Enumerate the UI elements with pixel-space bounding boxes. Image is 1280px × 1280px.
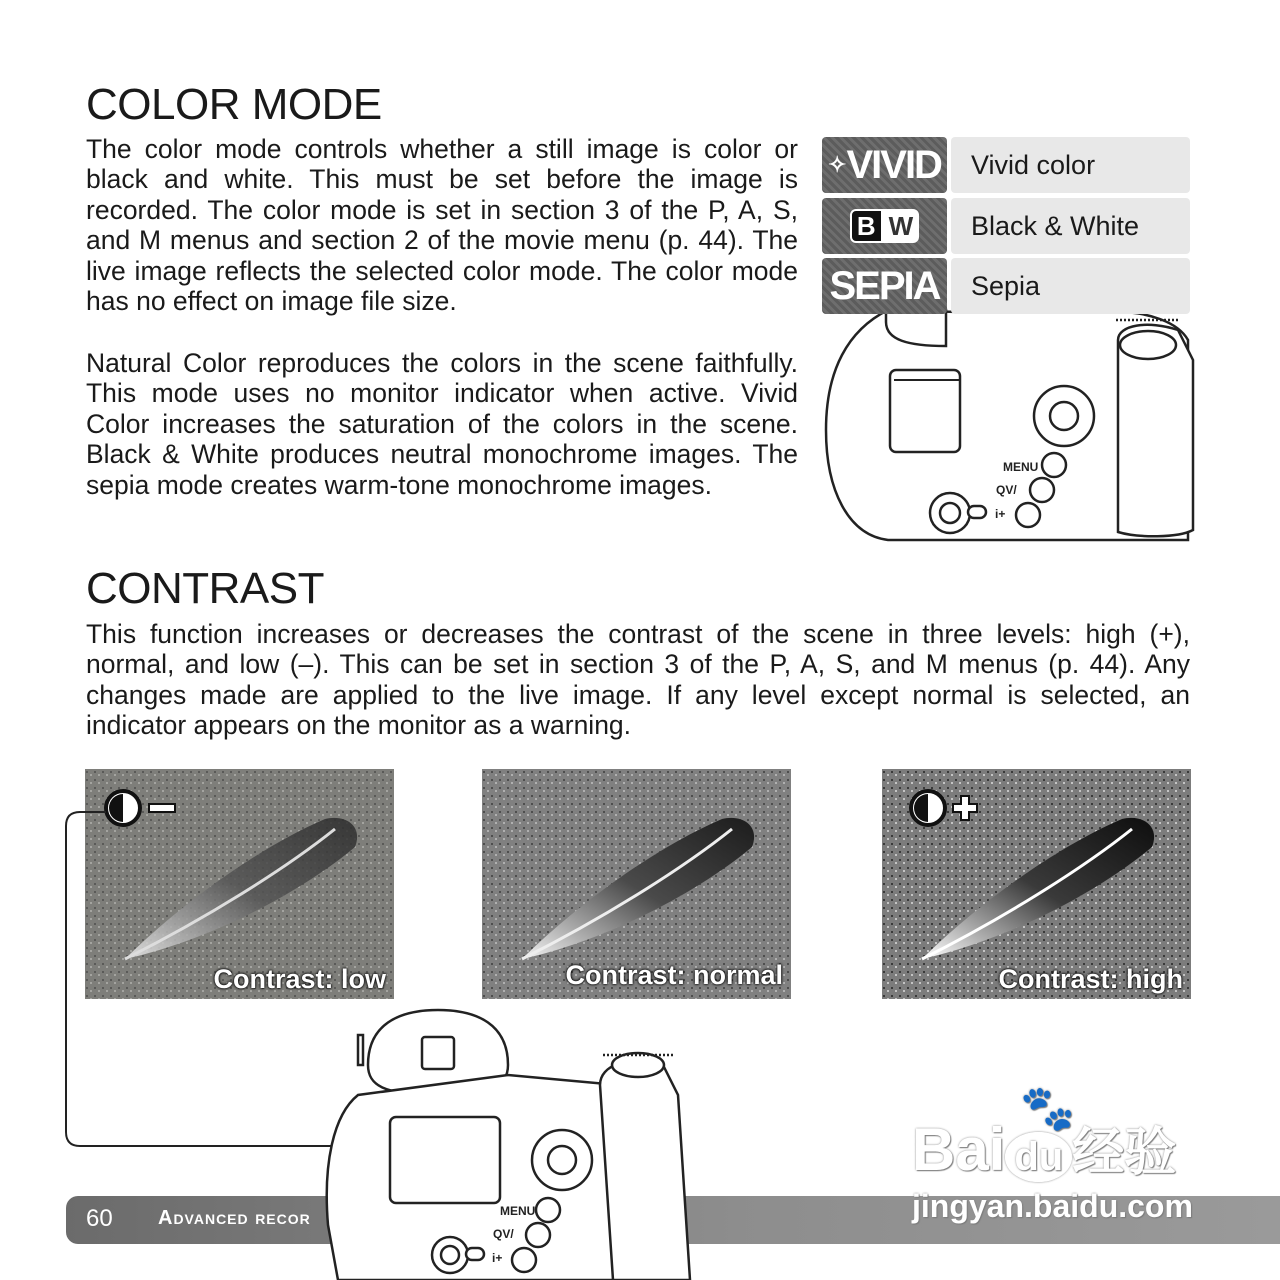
mode-label-vivid: Vivid color [951, 137, 1190, 193]
color-mode-paragraph-2: Natural Color reproduces the colors in the scene faithfully. This mode uses no monitor indicator when active. Vivid Color increases the saturation of the colors in the scene. Black & White produces neutral monochrome images. The sepia mode creates warm-tone monochrome images. [86, 348, 798, 500]
photo-caption-high: Contrast: high [998, 964, 1183, 994]
vivid-badge-icon: ✧ VIVID [822, 137, 947, 193]
mode-label-black-white: Black & White [951, 198, 1190, 254]
mode-row-sepia [822, 258, 1190, 314]
baidu-watermark-url: jingyan.baidu.com [912, 1188, 1193, 1224]
camera-back-illustration [818, 300, 1198, 550]
mode-row-black-white [822, 198, 1190, 254]
sepia-badge-icon: SEPIA [822, 258, 947, 314]
camera-back-illustration-bottom [318, 1005, 698, 1280]
mode-label-sepia: Sepia [951, 258, 1190, 314]
camera-info-label: i+ [995, 507, 1006, 521]
paw-icon: 🐾 [1020, 1084, 1075, 1133]
contrast-title: CONTRAST [86, 564, 324, 613]
color-mode-paragraph-1: The color mode controls whether a still image is color or black and white. This must be set before the image is recorded. The color mode is set in section 3 of the P, A, S, and M menus and section 2 of the movie menu (p. 44). The live image reflects the selected color mode. The color mode has no effect on image file size. [86, 134, 798, 317]
photo-caption-low: Contrast: low [213, 964, 386, 994]
color-mode-title: COLOR MODE [86, 80, 382, 129]
contrast-photo-normal [482, 769, 791, 999]
photo-caption-normal: Contrast: normal [565, 960, 783, 990]
contrast-plus-icon [906, 786, 986, 830]
camera-menu-label: MENU [1003, 460, 1039, 474]
camera-bottom-info-label: i+ [492, 1251, 503, 1265]
contrast-photo-high [882, 769, 1191, 999]
contrast-paragraph: This function increases or decreases the contrast of the scene in three levels: high (+), normal, and low (–). This can be set in section 3 of the P, A, S, and M menus (p. 44). Any changes made are applied to the live image. If any level except normal is selected, an indicator appears on the monitor as a warning. [86, 619, 1190, 741]
bw-badge-icon: B W [822, 198, 947, 254]
footer-section-name: Advanced recor [158, 1207, 311, 1229]
mode-row-vivid [822, 137, 1190, 193]
camera-qv-label: QV/ [996, 483, 1017, 497]
baidu-watermark-logo: Bai du 经验 [912, 1116, 1177, 1183]
camera-bottom-qv-label: QV/ [493, 1227, 514, 1241]
page-number: 60 [86, 1205, 113, 1232]
camera-bottom-menu-label: MENU [500, 1204, 536, 1218]
